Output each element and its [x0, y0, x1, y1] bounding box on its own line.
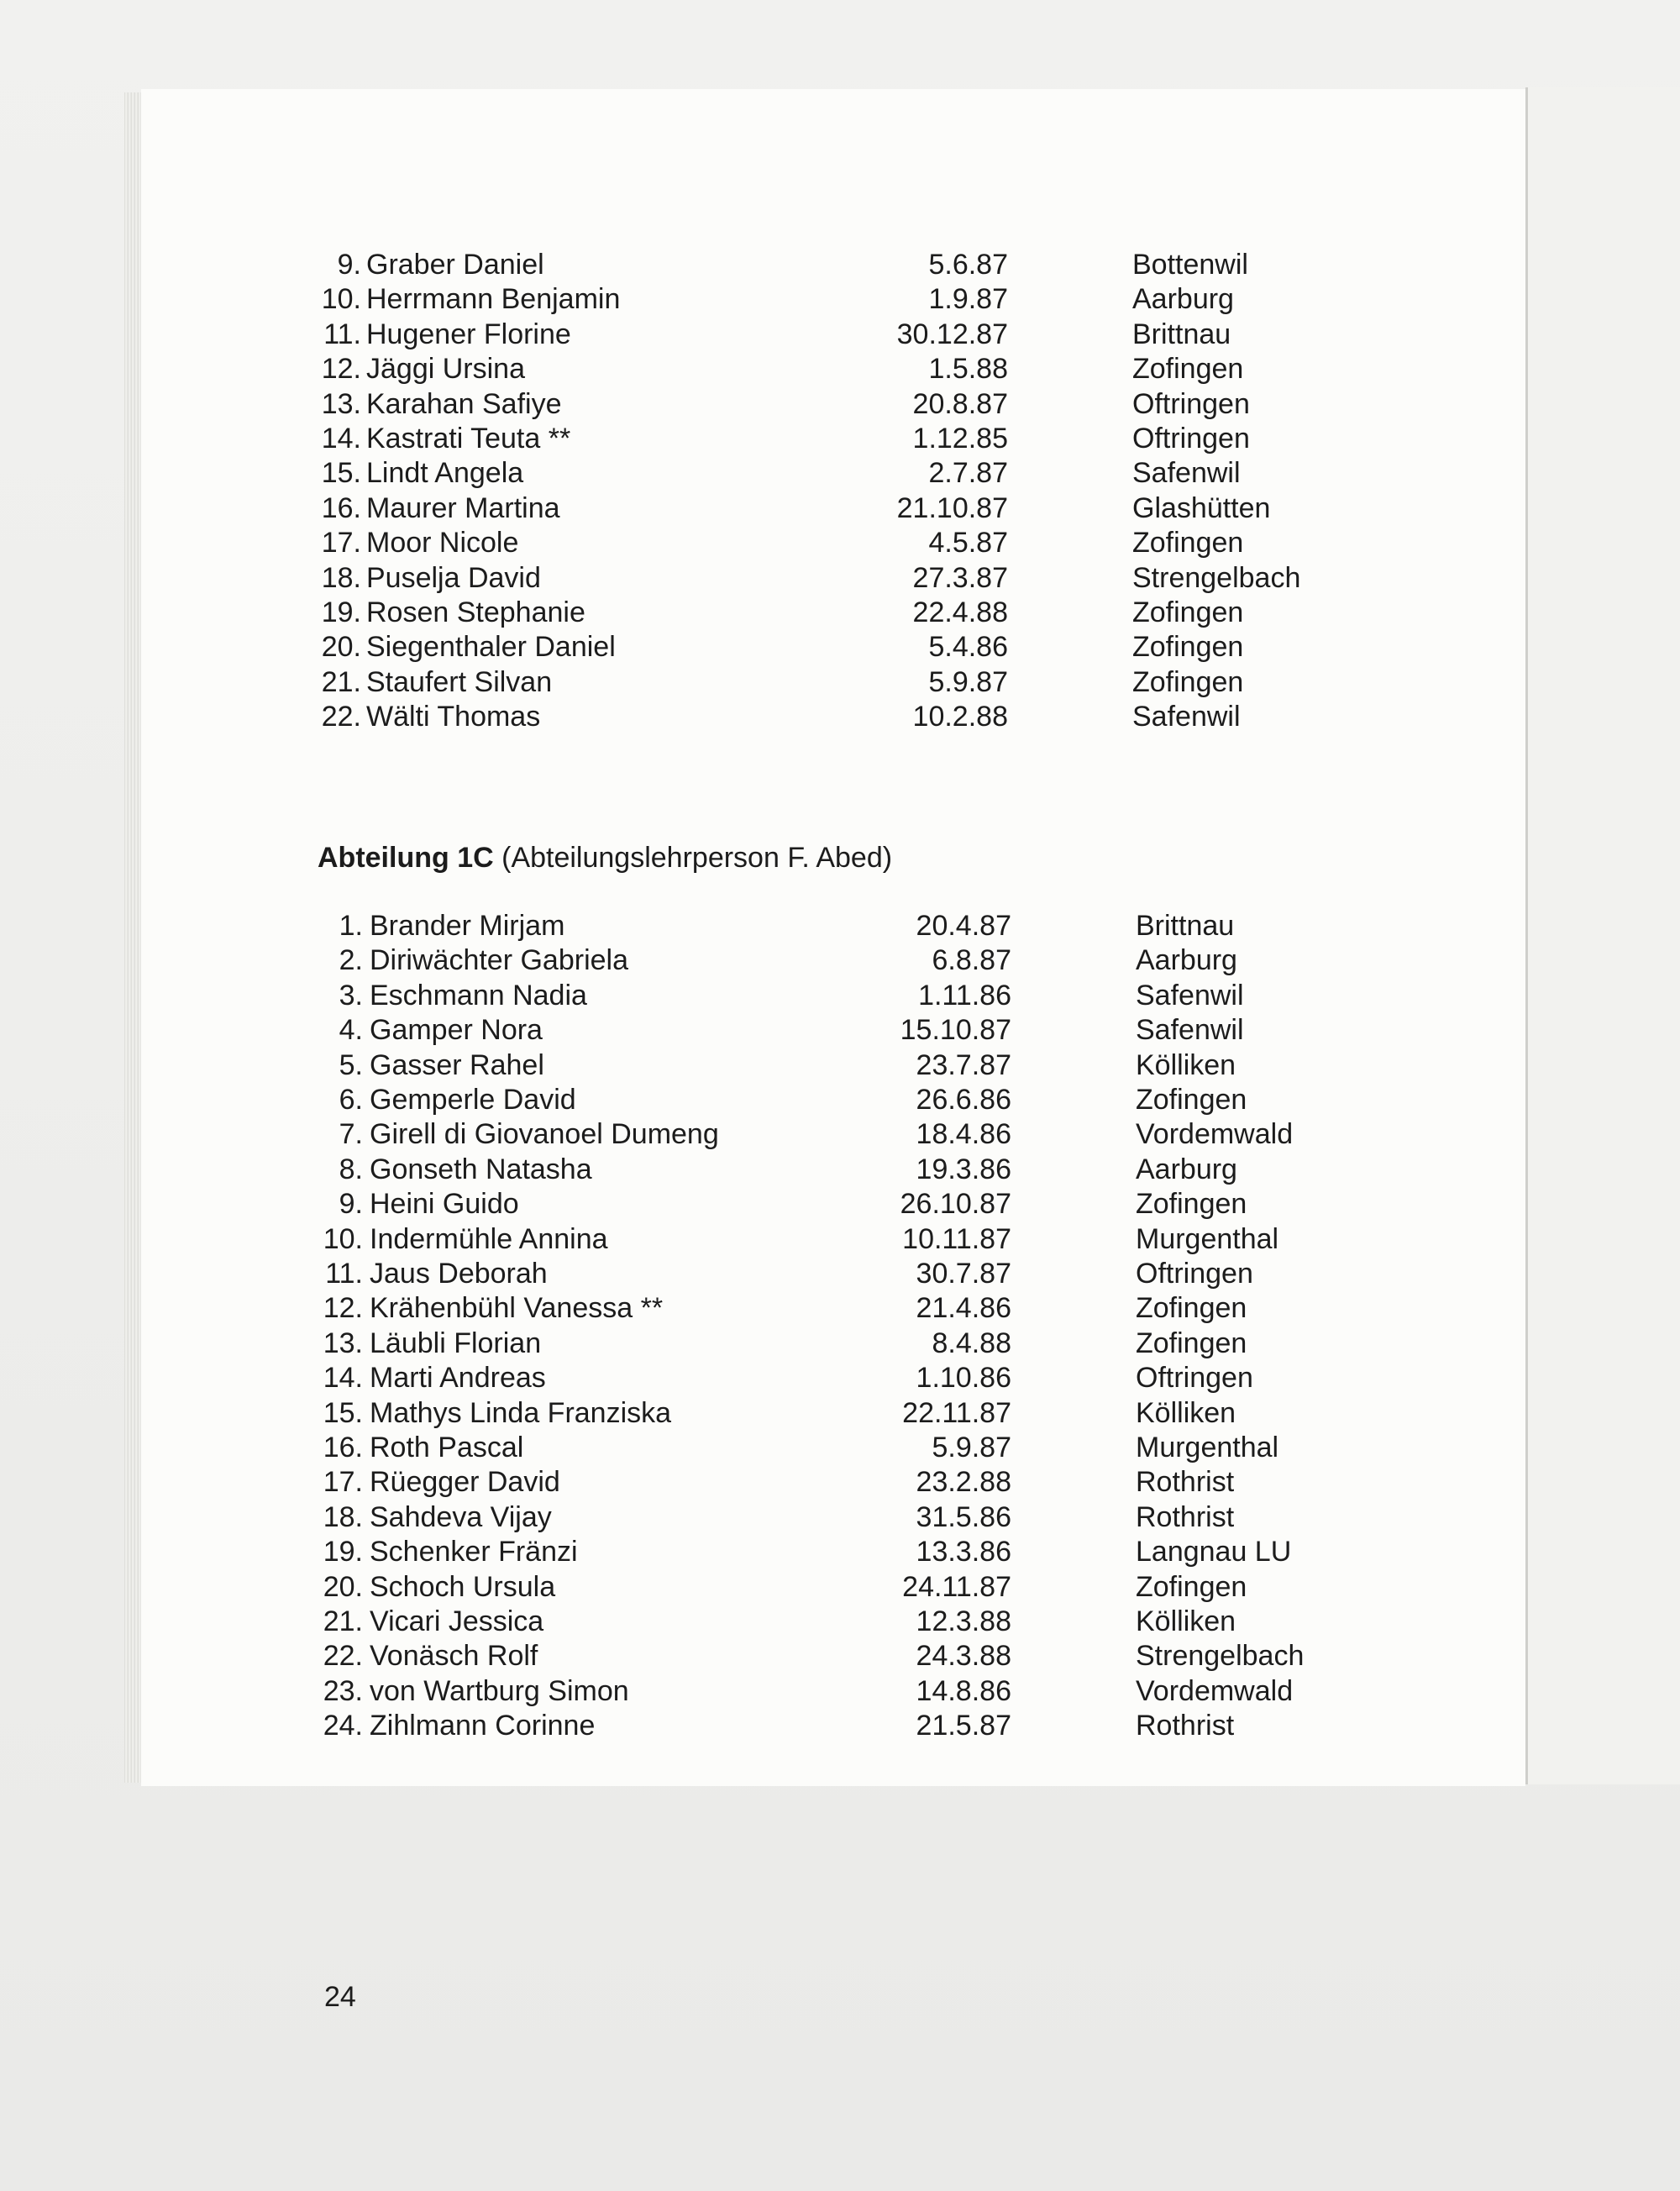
student-date: 24.11.87: [902, 1570, 1011, 1603]
student-date: 26.10.87: [900, 1188, 1011, 1221]
list-item: [0, 317, 1680, 352]
student-num: 19.: [321, 596, 361, 628]
student-num: 18.: [323, 1500, 363, 1533]
student-place: Zofingen: [1136, 1188, 1247, 1221]
student-num: 21.: [321, 665, 361, 698]
list-item: [0, 455, 1680, 491]
student-name: Herrmann Benjamin: [366, 283, 621, 316]
list-item: [0, 1117, 1680, 1152]
student-num: 5.: [339, 1048, 363, 1081]
student-name: Heini Guido: [370, 1188, 519, 1221]
student-name: Mathys Linda Franziska: [370, 1396, 672, 1429]
student-num: 21.: [323, 1605, 363, 1637]
student-name: Vicari Jessica: [370, 1605, 544, 1637]
list-item: [0, 1012, 1680, 1048]
list-item: [0, 978, 1680, 1013]
student-name: Gonseth Natasha: [370, 1153, 592, 1185]
student-num: 24.: [323, 1710, 363, 1742]
student-name: Karahan Safiye: [366, 387, 562, 420]
student-name: Schoch Ursula: [370, 1570, 556, 1603]
student-place: Aarburg: [1136, 1153, 1237, 1185]
student-name: Sahdeva Vijay: [370, 1500, 552, 1533]
student-num: 16.: [323, 1432, 363, 1463]
list-item: [0, 1500, 1680, 1535]
student-num: 1.: [339, 910, 363, 942]
list-item: [0, 1152, 1680, 1187]
page-number: 24: [324, 1981, 356, 2013]
student-name: Roth Pascal: [370, 1432, 524, 1463]
student-num: 12.: [321, 353, 361, 386]
list-item: [0, 1569, 1680, 1605]
student-place: Rothrist: [1136, 1500, 1235, 1533]
student-date: 10.11.87: [902, 1222, 1011, 1255]
student-place: Zofingen: [1136, 1570, 1247, 1603]
student-place: Safenwil: [1132, 457, 1241, 490]
student-name: Gemperle David: [370, 1084, 576, 1116]
student-name: Jaus Deborah: [370, 1258, 548, 1290]
student-date: 1.11.86: [918, 979, 1011, 1011]
list-item: [0, 1464, 1680, 1500]
student-place: Safenwil: [1136, 1014, 1244, 1047]
student-place: Murgenthal: [1136, 1222, 1279, 1255]
student-num: 12.: [323, 1292, 363, 1325]
student-num: 23.: [323, 1674, 363, 1707]
student-place: Zofingen: [1132, 353, 1244, 386]
list-item: [0, 1395, 1680, 1431]
student-place: Zofingen: [1136, 1327, 1247, 1359]
list-item: [0, 1186, 1680, 1222]
list-item: [0, 1082, 1680, 1117]
list-item: [0, 491, 1680, 526]
list-item: [0, 1222, 1680, 1257]
student-place: Rothrist: [1136, 1710, 1235, 1742]
list-item: [0, 1048, 1680, 1083]
list-item: [0, 351, 1680, 386]
student-date: 22.4.88: [912, 596, 1008, 628]
list-item: [0, 1290, 1680, 1326]
student-name: Lindt Angela: [366, 457, 524, 490]
student-date: 12.3.88: [916, 1605, 1011, 1637]
list-item: [0, 943, 1680, 978]
student-place: Langnau LU: [1136, 1536, 1292, 1568]
student-name: von Wartburg Simon: [370, 1674, 629, 1707]
student-name: Indermühle Annina: [370, 1222, 608, 1255]
student-date: 24.3.88: [916, 1640, 1011, 1673]
student-num: 10.: [321, 283, 361, 316]
student-name: Staufert Silvan: [366, 665, 553, 698]
student-date: 10.2.88: [912, 701, 1008, 733]
student-num: 11.: [325, 1258, 363, 1290]
student-num: 9.: [337, 249, 361, 281]
student-place: Oftringen: [1132, 387, 1250, 420]
list-item: [0, 525, 1680, 560]
student-name: Gamper Nora: [370, 1014, 543, 1047]
student-place: Aarburg: [1136, 944, 1237, 977]
student-place: Rothrist: [1136, 1466, 1235, 1499]
student-date: 18.4.86: [916, 1118, 1011, 1151]
student-date: 5.4.86: [928, 631, 1008, 664]
student-name: Jäggi Ursina: [366, 353, 525, 386]
student-place: Bottenwil: [1132, 249, 1248, 281]
student-place: Zofingen: [1136, 1084, 1247, 1116]
student-name: Moor Nicole: [366, 527, 519, 560]
student-name: Vonäsch Rolf: [370, 1640, 538, 1673]
student-date: 8.4.88: [932, 1327, 1011, 1359]
student-num: 22.: [323, 1640, 363, 1673]
student-date: 30.12.87: [896, 318, 1008, 350]
student-name: Wälti Thomas: [366, 701, 541, 733]
student-place: Safenwil: [1132, 701, 1241, 733]
student-num: 10.: [323, 1222, 363, 1255]
student-name: Schenker Fränzi: [370, 1536, 578, 1568]
student-date: 21.5.87: [916, 1710, 1011, 1742]
section-heading: [318, 840, 892, 875]
list-item: [0, 1708, 1680, 1743]
student-date: 20.4.87: [916, 910, 1011, 942]
list-item: [0, 1638, 1680, 1673]
list-item: [0, 1604, 1680, 1639]
student-name: Rosen Stephanie: [366, 596, 585, 628]
student-place: Zofingen: [1132, 665, 1244, 698]
student-num: 13.: [321, 387, 361, 420]
list-item: [0, 1534, 1680, 1569]
student-num: 3.: [339, 979, 363, 1011]
list-item: [0, 1256, 1680, 1291]
student-num: 4.: [339, 1014, 363, 1047]
student-place: Glashütten: [1132, 491, 1271, 524]
student-date: 23.7.87: [916, 1048, 1011, 1081]
student-place: Zofingen: [1132, 596, 1244, 628]
student-name: Rüegger David: [370, 1466, 560, 1499]
student-place: Oftringen: [1136, 1258, 1253, 1290]
student-place: Oftringen: [1132, 423, 1250, 454]
student-num: 17.: [321, 527, 361, 560]
list-item: [0, 421, 1680, 456]
student-place: Vordemwald: [1136, 1118, 1294, 1151]
student-date: 4.5.87: [928, 527, 1008, 560]
student-date: 1.9.87: [928, 283, 1008, 316]
student-place: Kölliken: [1136, 1396, 1236, 1429]
list-item: [0, 1326, 1680, 1361]
list-item: [0, 386, 1680, 422]
student-place: Zofingen: [1132, 631, 1244, 664]
list-item: [0, 699, 1680, 734]
student-name: Gasser Rahel: [370, 1048, 544, 1081]
student-place: Oftringen: [1136, 1362, 1253, 1395]
student-name: Krähenbühl Vanessa **: [370, 1292, 664, 1325]
student-name: Girell di Giovanoel Dumeng: [370, 1118, 719, 1151]
student-num: 6.: [339, 1084, 363, 1116]
student-name: Graber Daniel: [366, 249, 544, 281]
student-date: 13.3.86: [916, 1536, 1011, 1568]
list-item: [0, 247, 1680, 282]
student-place: Strengelbach: [1136, 1640, 1305, 1673]
student-num: 15.: [321, 457, 361, 490]
section-title: Abteilung 1C: [318, 842, 494, 874]
student-place: Strengelbach: [1132, 561, 1301, 594]
student-num: 14.: [323, 1362, 363, 1395]
list-item: [0, 560, 1680, 596]
student-num: 11.: [323, 318, 361, 350]
student-place: Zofingen: [1132, 527, 1244, 560]
list-item: [0, 629, 1680, 665]
list-item: [0, 595, 1680, 630]
student-num: 20.: [323, 1570, 363, 1603]
student-place: Brittnau: [1136, 910, 1235, 942]
list-item: [0, 908, 1680, 943]
student-name: Kastrati Teuta **: [366, 423, 571, 454]
student-date: 22.11.87: [902, 1396, 1011, 1429]
student-num: 2.: [339, 944, 363, 977]
student-place: Safenwil: [1136, 979, 1244, 1011]
list-item: [0, 665, 1680, 700]
student-num: 14.: [321, 423, 361, 454]
student-num: 18.: [321, 561, 361, 594]
student-name: Maurer Martina: [366, 491, 560, 524]
student-name: Hugener Florine: [366, 318, 571, 350]
student-num: 16.: [321, 491, 361, 524]
student-name: Siegenthaler Daniel: [366, 631, 616, 664]
section-teacher: (Abteilungslehrperson F. Abed): [493, 842, 893, 874]
student-date: 26.6.86: [916, 1084, 1011, 1116]
student-place: Aarburg: [1132, 283, 1234, 316]
student-num: 19.: [323, 1536, 363, 1568]
student-place: Zofingen: [1136, 1292, 1247, 1325]
student-date: 31.5.86: [916, 1500, 1011, 1533]
student-date: 1.10.86: [916, 1362, 1011, 1395]
student-date: 30.7.87: [916, 1258, 1011, 1290]
student-num: 15.: [323, 1396, 363, 1429]
student-name: Puselja David: [366, 561, 541, 594]
student-name: Eschmann Nadia: [370, 979, 587, 1011]
student-date: 20.8.87: [912, 387, 1008, 420]
student-date: 5.6.87: [928, 249, 1008, 281]
student-date: 2.7.87: [928, 457, 1008, 490]
student-date: 6.8.87: [932, 944, 1011, 977]
student-num: 9.: [339, 1188, 363, 1221]
list-item: [0, 1673, 1680, 1709]
student-place: Murgenthal: [1136, 1432, 1279, 1463]
student-place: Kölliken: [1136, 1048, 1236, 1081]
student-num: 7.: [339, 1118, 363, 1151]
student-date: 14.8.86: [916, 1674, 1011, 1707]
student-place: Vordemwald: [1136, 1674, 1294, 1707]
student-date: 1.12.85: [912, 423, 1008, 454]
list-item: [0, 281, 1680, 317]
student-num: 8.: [339, 1153, 363, 1185]
student-date: 15.10.87: [900, 1014, 1011, 1047]
student-date: 21.4.86: [916, 1292, 1011, 1325]
student-date: 1.5.88: [928, 353, 1008, 386]
student-date: 5.9.87: [928, 665, 1008, 698]
student-place: Brittnau: [1132, 318, 1231, 350]
student-date: 19.3.86: [916, 1153, 1011, 1185]
student-date: 21.10.87: [896, 491, 1008, 524]
student-name: Läubli Florian: [370, 1327, 542, 1359]
student-place: Kölliken: [1136, 1605, 1236, 1637]
list-item: [0, 1430, 1680, 1465]
student-num: 17.: [323, 1466, 363, 1499]
student-name: Diriwächter Gabriela: [370, 944, 628, 977]
student-date: 23.2.88: [916, 1466, 1011, 1499]
student-num: 20.: [321, 631, 361, 664]
student-date: 5.9.87: [932, 1432, 1011, 1463]
student-num: 13.: [323, 1327, 363, 1359]
student-name: Marti Andreas: [370, 1362, 546, 1395]
student-date: 27.3.87: [912, 561, 1008, 594]
student-name: Zihlmann Corinne: [370, 1710, 596, 1742]
student-name: Brander Mirjam: [370, 910, 565, 942]
list-item: [0, 1360, 1680, 1395]
student-num: 22.: [321, 701, 361, 733]
